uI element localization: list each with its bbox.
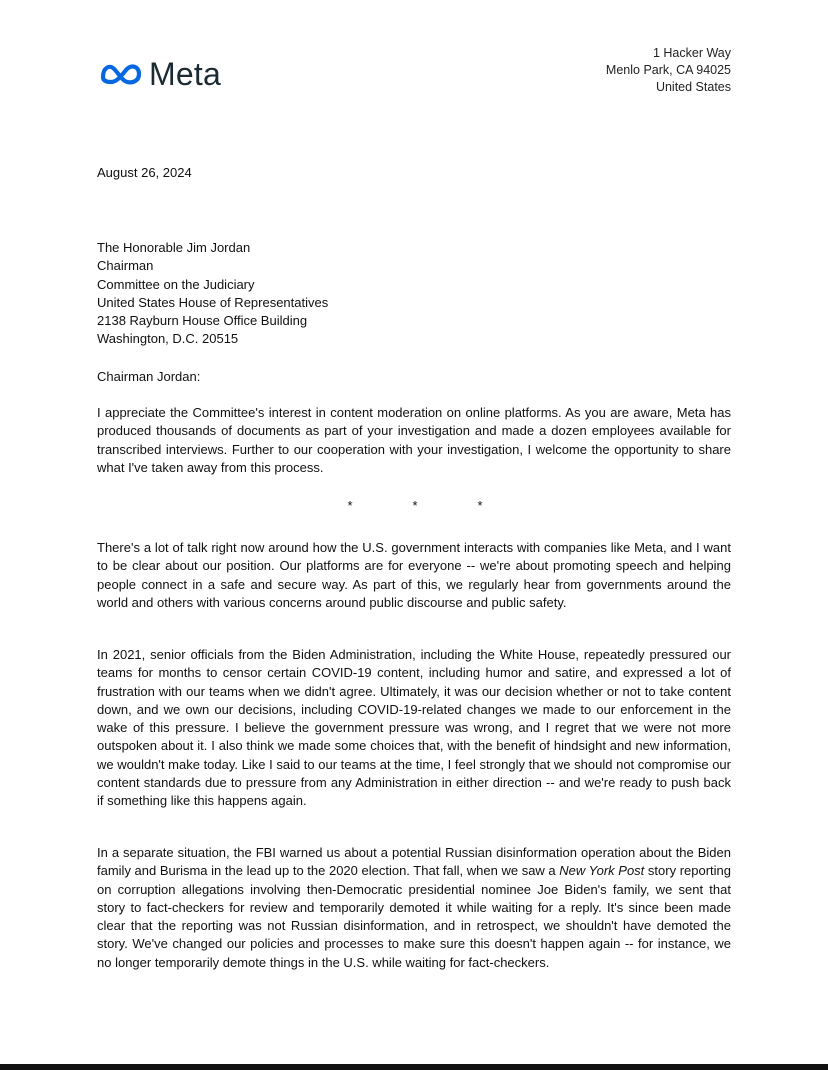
paragraph-text: story reporting on corruption allegations involving then-Democratic presidential nominee Joe Biden's family, we sent that story to fact-checkers for review and temporarily demoted it while waiting for a reply. It's since been made clear that the reporting was not Russian disinformation, and in retrospect, we shouldn't have demoted the story. We've changed our policies and processes to make sure this doesn't happen again -- for instance, we no longer temporarily demote things in the U.S. while waiting for fact-checkers. (97, 863, 732, 970)
recipient-block (97, 239, 328, 349)
body-paragraph-1: I appreciate the Committee's interest in content moderation on online platforms. As you are aware, Meta has produced thousands of documents as part of your investigation and made a dozen employees available for transcribed interviews. Further to our cooperation with your investigation, I welcome the opportunity to share what I've taken away from this process. (97, 405, 731, 475)
address-line: 1 Hacker Way (652, 46, 731, 60)
address-line: United States (655, 80, 731, 94)
body-paragraph-4 (97, 844, 731, 972)
recipient-line: Washington, D.C. 20515 (97, 331, 239, 347)
recipient-line: The Honorable Jim Jordan (97, 240, 251, 255)
separator-star: * (477, 498, 483, 513)
sender-address (606, 45, 731, 96)
recipient-line: Chairman (97, 258, 154, 274)
separator-star: * (412, 498, 418, 513)
body-paragraph-2: There's a lot of talk right now around how the U.S. government interacts with companies like Meta, and I want to be clear about our position. Our platforms are for everyone -- we're about promoting speech and helping people connect in a safe and secure way. As part of this, we regularly hear from governments around the world and others with various concerns around public discourse and public safety. (97, 540, 731, 610)
recipient-line: United States House of Representatives (97, 294, 329, 310)
paragraph-text: In a separate situation, the FBI warned us about a potential Russian disinformation operation about the Biden family and Burisma in the lead up to the 2020 election. That fall, when we saw a (97, 845, 731, 879)
letter-date: August 26, 2024 (97, 165, 192, 180)
body-paragraph-3: In 2021, senior officials from the Biden Administration, including the White House, repeatedly pressured our teams for months to censor certain COVID-19 content, including humor and satire, and expressed a lot of frustration with our teams when we didn't agree. Ultimately, it was our decision whether or not to take content down, and we own our decisions, including COVID-19-related changes we made to our enforcement in the wake of this pressure. I believe the government pressure was wrong, and I regret that we were not more outspoken about it. I also think we made some choices that, with the benefit of hindsight and new information, we wouldn't make today. Like I said to our teams at the time, I feel strongly that we should not compromise our content standards due to pressure from any Administration in either direction -- and we're ready to push back if something like this happens again. (97, 647, 731, 809)
publication-name: New York Post (559, 863, 645, 879)
meta-infinity-logo-icon (99, 62, 143, 86)
section-separator (340, 498, 490, 513)
salutation: Chairman Jordan: (97, 369, 201, 384)
separator-star: * (347, 498, 353, 513)
address-line: Menlo Park, CA 94025 (605, 63, 731, 77)
recipient-line: Committee on the Judiciary (97, 276, 255, 292)
meta-logo-wordmark: Meta (149, 56, 221, 92)
recipient-line: 2138 Rayburn House Office Building (97, 313, 308, 329)
page-bottom-edge (0, 1064, 828, 1070)
meta-logo (99, 58, 221, 90)
